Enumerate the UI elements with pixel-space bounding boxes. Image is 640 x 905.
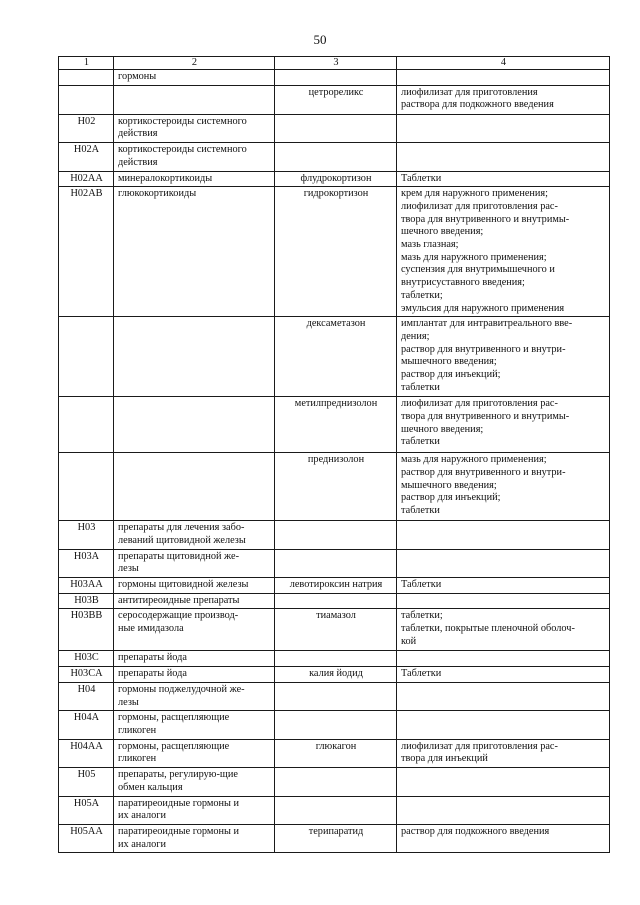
group-name-line: гормоны щитовидной железы <box>118 579 249 591</box>
drug-name-cell <box>275 711 397 739</box>
dosage-form-line: таблетки <box>401 381 440 393</box>
drug-name-cell <box>275 682 397 710</box>
drug-name-cell: терипаратид <box>275 824 397 852</box>
dosage-form-line: таблетки <box>401 505 440 517</box>
atc-code-cell: H03B <box>59 593 114 609</box>
dosage-form-line: шечного введения; <box>401 226 484 238</box>
table-row <box>59 824 610 852</box>
dosage-form-cell <box>397 609 610 651</box>
group-name-line: лезы <box>118 563 139 575</box>
atc-code-cell: H02AA <box>59 171 114 187</box>
group-name-cell <box>114 70 275 86</box>
table-body <box>59 57 610 853</box>
group-name-line: препараты для лечения забо- <box>118 522 245 534</box>
atc-code-cell: H04AA <box>59 739 114 767</box>
dosage-form-line: твора для инъекций <box>401 753 488 765</box>
dosage-form-cell <box>397 739 610 767</box>
table-row <box>59 609 610 651</box>
dosage-form-line: раствор для подкожного введения <box>401 825 550 837</box>
group-name-line: гормоны <box>118 71 157 82</box>
dosage-form-line: раствор для инъекций; <box>401 492 501 504</box>
group-name-cell <box>114 739 275 767</box>
drug-name-cell <box>275 70 397 86</box>
table-row <box>59 578 610 594</box>
drug-name-cell: цетрореликс <box>275 85 397 114</box>
drug-name-cell: глюкагон <box>275 739 397 767</box>
dosage-form-cell <box>397 711 610 739</box>
atc-code-cell: H03AA <box>59 578 114 594</box>
group-name-cell <box>114 768 275 796</box>
atc-code-cell <box>59 397 114 453</box>
dosage-form-cell <box>397 578 610 594</box>
drug-name-cell: преднизолон <box>275 453 397 521</box>
table-row <box>59 682 610 710</box>
table-row <box>59 711 610 739</box>
group-name-line: гормоны поджелудочной же- <box>118 683 245 695</box>
group-name-cell <box>114 187 275 317</box>
atc-code-cell: H04A <box>59 711 114 739</box>
dosage-form-cell <box>397 85 610 114</box>
table-row <box>59 651 610 667</box>
atc-code-cell: H03A <box>59 549 114 577</box>
group-name-cell <box>114 397 275 453</box>
atc-code-cell: H05A <box>59 796 114 824</box>
group-name-cell <box>114 682 275 710</box>
dosage-form-cell <box>397 593 610 609</box>
dosage-form-cell <box>397 70 610 86</box>
atc-code-cell <box>59 85 114 114</box>
group-name-line: их аналоги <box>118 838 166 850</box>
atc-code-cell: H02 <box>59 114 114 142</box>
group-name-line: их аналоги <box>118 810 166 822</box>
dosage-form-cell <box>397 651 610 667</box>
dosage-form-cell <box>397 768 610 796</box>
dosage-form-line: мазь глазная; <box>401 239 459 251</box>
group-name-cell <box>114 549 275 577</box>
drug-name-cell: левотироксин натрия <box>275 578 397 594</box>
column-header-4: 4 <box>397 57 610 70</box>
group-name-cell <box>114 317 275 397</box>
dosage-form-line: раствор для внутривенного и внутри- <box>401 466 566 478</box>
dosage-form-cell <box>397 667 610 683</box>
drug-name-cell <box>275 768 397 796</box>
atc-code-cell <box>59 70 114 86</box>
group-name-line: действия <box>118 128 158 140</box>
dosage-form-line: лиофилизат для приготовления рас- <box>401 200 558 212</box>
group-name-line: минералокортикоиды <box>118 172 213 184</box>
group-name-cell <box>114 593 275 609</box>
drug-name-cell: метилпреднизолон <box>275 397 397 453</box>
column-header-1: 1 <box>59 57 114 70</box>
dosage-form-cell <box>397 824 610 852</box>
atc-code-cell: H05 <box>59 768 114 796</box>
group-name-line: кортикостероиды системного <box>118 115 247 127</box>
dosage-form-cell <box>397 521 610 549</box>
group-name-line: леваний щитовидной железы <box>118 534 246 546</box>
atc-code-cell <box>59 317 114 397</box>
group-name-line: обмен кальция <box>118 781 183 793</box>
drug-name-cell: флудрокортизон <box>275 171 397 187</box>
dosage-form-cell <box>397 453 610 521</box>
group-name-line: препараты йода <box>118 668 187 680</box>
drug-name-cell <box>275 143 397 171</box>
dosage-form-cell <box>397 397 610 453</box>
group-name-line: гликоген <box>118 724 157 736</box>
group-name-line: глюкокортикоиды <box>118 188 197 200</box>
group-name-line: паратиреоидные гормоны и <box>118 825 240 837</box>
table-row <box>59 667 610 683</box>
dosage-form-line: крем для наружного применения; <box>401 188 549 200</box>
table-row <box>59 70 610 86</box>
drug-name-cell <box>275 796 397 824</box>
dosage-form-line: мазь для наружного применения; <box>401 251 547 263</box>
table-row <box>59 187 610 317</box>
group-name-line: действия <box>118 156 158 168</box>
dosage-form-cell <box>397 114 610 142</box>
dosage-form-line: шечного введения; <box>401 423 484 435</box>
table-row <box>59 114 610 142</box>
atc-code-cell: H02AB <box>59 187 114 317</box>
atc-code-cell: H03 <box>59 521 114 549</box>
dosage-form-line: мышечного введения; <box>401 356 497 368</box>
column-header-3: 3 <box>275 57 397 70</box>
dosage-form-line: лиофилизат для приготовления <box>401 86 538 98</box>
group-name-line: лезы <box>118 696 139 708</box>
dosage-form-cell <box>397 796 610 824</box>
dosage-form-line: твора для внутривенного и внутримы- <box>401 410 570 422</box>
group-name-cell <box>114 521 275 549</box>
group-name-cell <box>114 453 275 521</box>
table-row <box>59 768 610 796</box>
group-name-cell <box>114 651 275 667</box>
dosage-form-cell <box>397 187 610 317</box>
table-row <box>59 317 610 397</box>
group-name-line: серосодержащие производ- <box>118 610 239 622</box>
table-header-row <box>59 57 610 70</box>
dosage-form-line: Таблетки <box>401 172 442 184</box>
atc-code-cell: H05AA <box>59 824 114 852</box>
drug-name-cell <box>275 593 397 609</box>
dosage-form-line: мышечного введения; <box>401 479 497 491</box>
atc-code-cell: H03CA <box>59 667 114 683</box>
atc-code-cell <box>59 453 114 521</box>
dosage-form-line: раствора для подкожного введения <box>401 99 554 111</box>
table-row <box>59 453 610 521</box>
dosage-form-line: лиофилизат для приготовления рас- <box>401 398 558 410</box>
table-row <box>59 397 610 453</box>
atc-code-cell: H03BB <box>59 609 114 651</box>
group-name-cell <box>114 171 275 187</box>
dosage-form-cell <box>397 317 610 397</box>
drug-name-cell: калия йодид <box>275 667 397 683</box>
table-row <box>59 171 610 187</box>
dosage-form-line: твора для внутривенного и внутримы- <box>401 213 570 225</box>
group-name-cell <box>114 796 275 824</box>
dosage-form-line: таблетки; <box>401 289 443 301</box>
drug-name-cell: тиамазол <box>275 609 397 651</box>
group-name-line: препараты йода <box>118 652 187 664</box>
dosage-form-line: имплантат для интравитреального вве- <box>401 318 573 330</box>
group-name-line: препараты щитовидной же- <box>118 550 240 562</box>
dosage-form-line: кой <box>401 635 417 647</box>
group-name-cell <box>114 578 275 594</box>
group-name-cell <box>114 824 275 852</box>
drug-classification-table <box>58 56 610 853</box>
dosage-form-line: внутрисуставного введения; <box>401 277 525 289</box>
dosage-form-line: Таблетки <box>401 579 442 591</box>
dosage-form-line: эмульсия для наружного применения <box>401 302 565 314</box>
table-row <box>59 739 610 767</box>
dosage-form-line: таблетки, покрытые пленочной оболоч- <box>401 623 575 635</box>
dosage-form-cell <box>397 143 610 171</box>
drug-name-cell <box>275 549 397 577</box>
atc-code-cell: H02A <box>59 143 114 171</box>
atc-code-cell: H03C <box>59 651 114 667</box>
group-name-line: паратиреоидные гормоны и <box>118 797 240 809</box>
column-header-2: 2 <box>114 57 275 70</box>
group-name-cell <box>114 609 275 651</box>
drug-name-cell: дексаметазон <box>275 317 397 397</box>
dosage-form-line: лиофилизат для приготовления рас- <box>401 740 558 752</box>
group-name-cell <box>114 667 275 683</box>
drug-name-cell <box>275 521 397 549</box>
group-name-cell <box>114 85 275 114</box>
dosage-form-cell <box>397 171 610 187</box>
group-name-line: гормоны, расщепляющие <box>118 712 230 724</box>
drug-name-cell <box>275 114 397 142</box>
table-row <box>59 143 610 171</box>
group-name-line: препараты, регулирую-щие <box>118 769 238 781</box>
dosage-form-cell <box>397 682 610 710</box>
page-number: 50 <box>313 32 327 47</box>
dosage-form-line: суспензия для внутримышечного и <box>401 264 555 276</box>
table-row <box>59 549 610 577</box>
table-row <box>59 593 610 609</box>
atc-code-cell: H04 <box>59 682 114 710</box>
table-row <box>59 521 610 549</box>
group-name-line: гормоны, расщепляющие <box>118 740 230 752</box>
table-row <box>59 85 610 114</box>
group-name-cell <box>114 143 275 171</box>
dosage-form-line: дения; <box>401 330 430 342</box>
group-name-cell <box>114 114 275 142</box>
dosage-form-line: таблетки <box>401 436 440 448</box>
dosage-form-line: Таблетки <box>401 668 442 680</box>
dosage-form-line: таблетки; <box>401 610 443 622</box>
drug-name-cell: гидрокортизон <box>275 187 397 317</box>
group-name-line: ные имидазола <box>118 623 184 635</box>
group-name-line: антитиреоидные препараты <box>118 594 240 606</box>
dosage-form-line: мазь для наружного применения; <box>401 454 547 466</box>
dosage-form-line: раствор для инъекций; <box>401 369 501 381</box>
group-name-line: кортикостероиды системного <box>118 144 247 156</box>
dosage-form-cell <box>397 549 610 577</box>
group-name-cell <box>114 711 275 739</box>
dosage-form-line: раствор для внутривенного и внутри- <box>401 343 566 355</box>
table-row <box>59 796 610 824</box>
group-name-line: гликоген <box>118 753 157 765</box>
drug-name-cell <box>275 651 397 667</box>
